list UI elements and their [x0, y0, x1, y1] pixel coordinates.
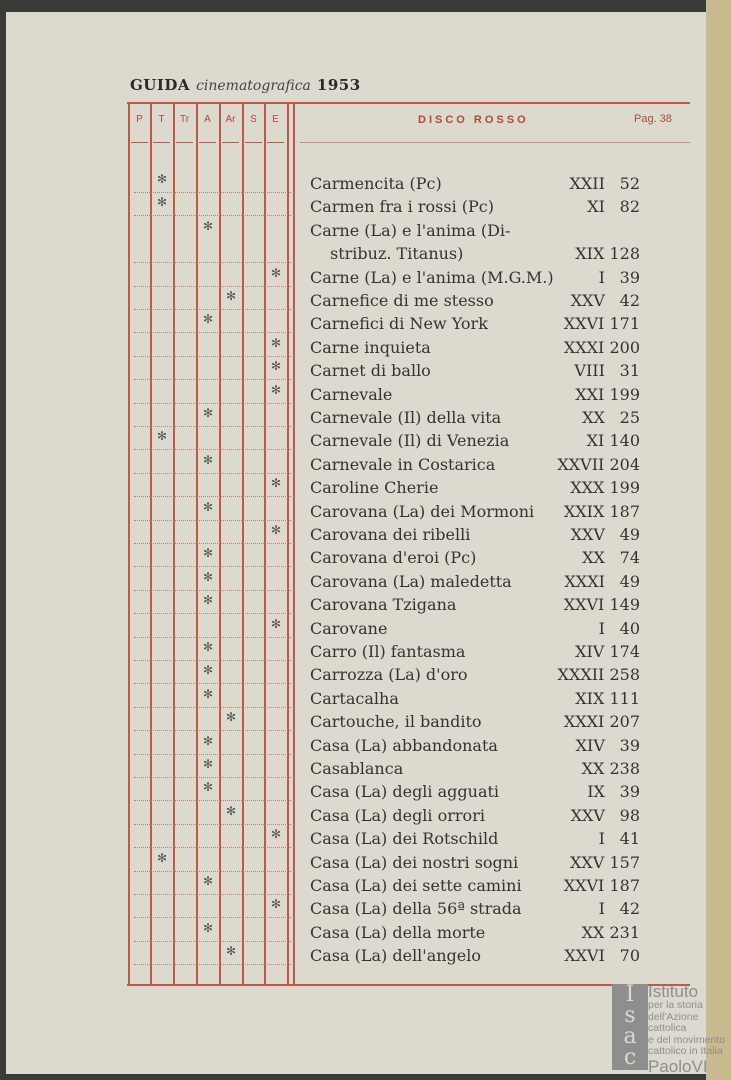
film-title: Casa (La) abbandonata: [310, 735, 498, 755]
page-ref: 171: [609, 314, 640, 334]
film-title: Cartouche, il bandito: [310, 712, 482, 732]
list-item: [0, 525, 700, 548]
list-item: [0, 548, 700, 571]
row-dotted-line: [134, 332, 294, 333]
volume: XXV: [570, 852, 605, 872]
film-title: Carne (La) e l'anima (M.G.M.): [310, 267, 554, 287]
page-ref: 207: [609, 712, 640, 732]
watermark-line: Istituto: [648, 982, 699, 1001]
volume: I: [598, 267, 605, 287]
column-header: Tr: [179, 114, 190, 125]
list-item: [0, 803, 700, 829]
reference: [564, 876, 640, 895]
reference: [571, 291, 640, 310]
row-dotted-line: [134, 520, 294, 521]
page-ref: 258: [609, 665, 640, 685]
row-dotted-line: [134, 847, 294, 848]
row-dotted-line: [134, 871, 294, 872]
list-item: [0, 335, 700, 361]
film-title: Casa (La) della morte: [310, 922, 486, 942]
header-underline: [176, 142, 193, 143]
asterisk-icon: ✻: [203, 499, 214, 514]
asterisk-icon: ✻: [271, 265, 282, 280]
volume: XXVI: [563, 876, 605, 895]
reference: [564, 595, 640, 614]
volume: XXII: [569, 174, 605, 193]
page-ref: 39: [619, 782, 640, 802]
page-ref: 187: [609, 876, 640, 895]
volume: XXX: [570, 478, 605, 498]
watermark-line: PaoloVI: [648, 1056, 708, 1076]
volume: XI: [587, 197, 605, 217]
page-ref: 42: [619, 899, 640, 919]
list-item: [0, 686, 700, 712]
header-underline: [131, 142, 148, 143]
year: 1953: [316, 76, 361, 94]
list-item: [0, 782, 700, 805]
reference: [575, 244, 640, 263]
reference: [587, 197, 640, 216]
section-title: DISCO ROSSO: [418, 114, 529, 126]
page-ref: 199: [609, 478, 640, 498]
page-edge: [706, 0, 731, 1080]
reference: [575, 689, 640, 708]
column-header: P: [136, 114, 143, 125]
list-item: [0, 265, 700, 291]
volume: XIV: [575, 642, 605, 661]
volume: I: [598, 899, 605, 919]
row-dotted-line: [134, 730, 294, 731]
row-dotted-line: [134, 262, 294, 263]
page-ref: 42: [619, 291, 640, 310]
asterisk-icon: ✻: [203, 312, 214, 327]
page-ref: 49: [619, 571, 640, 591]
row-dotted-line: [134, 379, 294, 380]
reference: [571, 806, 640, 825]
page-ref: 149: [609, 595, 640, 615]
asterisk-icon: ✻: [271, 382, 282, 397]
list-item: [0, 733, 700, 759]
volume: XIX: [575, 244, 605, 264]
row-dotted-line: [134, 215, 294, 216]
reference: [599, 899, 640, 918]
film-title-continued: stribuz. Titanus): [330, 244, 464, 264]
page-ref: 41: [619, 829, 640, 849]
list-item: [0, 876, 700, 899]
list-item: [0, 499, 700, 525]
film-title: Carnevale: [310, 384, 393, 404]
reference: [564, 314, 640, 333]
list-item: [0, 850, 700, 876]
row-dotted-line: [134, 309, 294, 310]
asterisk-icon: ✻: [203, 546, 214, 561]
reference: [574, 361, 640, 380]
row-dotted-line: [134, 426, 294, 427]
film-title: Carmencita (Pc): [310, 174, 442, 193]
reference: [599, 268, 640, 287]
page-ref: 200: [609, 337, 640, 357]
asterisk-icon: ✻: [203, 452, 214, 467]
row-dotted-line: [134, 660, 294, 661]
subtitle: cinematografica: [196, 78, 311, 94]
film-title: Carovana dei ribelli: [310, 525, 471, 544]
list-item: [0, 361, 700, 384]
reference: [564, 338, 640, 357]
asterisk-icon: ✻: [271, 616, 282, 631]
reference: [570, 853, 640, 872]
row-dotted-line: [134, 941, 294, 942]
asterisk-icon: ✻: [226, 803, 237, 818]
asterisk-icon: ✻: [203, 874, 214, 888]
page-ref: 174: [609, 642, 640, 661]
volume: XXV: [570, 805, 605, 825]
reference: [582, 759, 640, 778]
volume: XXVII: [557, 454, 605, 474]
list-item: [0, 569, 700, 595]
film-title: Caroline Cherie: [310, 478, 439, 498]
list-item: [0, 197, 700, 220]
film-title: Casa (La) della 56ª strada: [310, 899, 522, 919]
film-title: Carnefici di New York: [310, 314, 488, 334]
header-underline: [267, 142, 284, 143]
row-dotted-line: [134, 590, 294, 591]
header-underline: [222, 142, 239, 143]
row-dotted-line: [134, 754, 294, 755]
film-title: Carne inquieta: [310, 337, 431, 357]
reference: [576, 736, 640, 755]
reference: [582, 548, 640, 567]
asterisk-icon: ✻: [157, 850, 168, 865]
running-header: [130, 76, 361, 94]
asterisk-icon: ✻: [203, 663, 214, 678]
reference: [575, 385, 640, 404]
bottom-rule: [127, 984, 690, 986]
list-item: [0, 431, 700, 454]
guida-label: GUIDA: [130, 76, 191, 94]
asterisk-icon: ✻: [271, 359, 282, 374]
row-dotted-line: [134, 403, 294, 404]
page-ref: 31: [619, 361, 640, 381]
volume: IX: [587, 782, 605, 802]
page-ref: 238: [609, 759, 640, 778]
asterisk-icon: ✻: [203, 569, 214, 584]
volume: XX: [582, 548, 605, 568]
watermark-line: e del movimento: [648, 1033, 726, 1046]
volume: XXI: [575, 384, 605, 404]
asterisk-icon: ✻: [226, 710, 237, 725]
page-ref: 231: [609, 922, 640, 942]
reference: [582, 408, 640, 427]
page-ref: 111: [609, 688, 640, 708]
volume: XI: [586, 431, 605, 451]
reference: [599, 829, 640, 848]
row-dotted-line: [134, 800, 294, 801]
page-ref: 204: [609, 454, 640, 474]
page-number: Pag. 38: [634, 113, 672, 125]
asterisk-icon: ✻: [203, 733, 214, 748]
page-ref: 98: [619, 805, 640, 825]
volume: XIV: [575, 735, 605, 755]
film-title: Cartacalha: [310, 688, 399, 708]
watermark-line: cattolico in Italia: [648, 1045, 723, 1057]
volume: XXVI: [563, 595, 605, 615]
reference: [564, 712, 640, 731]
page-ref: 25: [619, 408, 640, 427]
header-underline: [199, 142, 216, 143]
list-item: [0, 478, 700, 501]
row-dotted-line: [134, 496, 294, 497]
row-dotted-line: [134, 566, 294, 567]
list-item: [0, 829, 700, 852]
row-dotted-line: [134, 777, 294, 778]
asterisk-icon: ✻: [203, 780, 214, 795]
volume: XX: [581, 759, 605, 778]
list-item: [0, 920, 700, 946]
page-ref: 74: [619, 548, 640, 568]
top-rule: [127, 102, 690, 104]
page-ref: 187: [609, 501, 640, 521]
row-dotted-line: [134, 964, 294, 965]
page-ref: 39: [619, 267, 640, 287]
header-underline: [245, 142, 262, 143]
reference: [587, 431, 640, 450]
page-ref: 52: [619, 174, 640, 193]
film-title: Casa (La) dei nostri sogni: [310, 852, 519, 872]
row-dotted-line: [134, 824, 294, 825]
film-title: Carovana (La) dei Mormoni: [310, 501, 535, 521]
asterisk-icon: ✻: [271, 335, 282, 350]
asterisk-icon: ✻: [203, 218, 214, 233]
row-dotted-line: [134, 894, 294, 895]
watermark-line: per la storia: [648, 999, 703, 1011]
column-header: Ar: [225, 114, 236, 125]
volume: XXIX: [563, 501, 605, 521]
asterisk-icon: ✻: [226, 289, 237, 303]
volume: XXV: [570, 291, 605, 310]
film-title: Carrozza (La) d'oro: [310, 665, 468, 685]
reference: [587, 782, 640, 801]
volume: XXVI: [563, 314, 605, 334]
asterisk-icon: ✻: [203, 686, 214, 701]
film-title: Carmen fra i rossi (Pc): [310, 197, 494, 217]
film-title: Carnet di ballo: [310, 361, 431, 381]
row-dotted-line: [134, 917, 294, 918]
page-ref: 70: [619, 946, 640, 966]
asterisk-icon: ✻: [157, 195, 168, 210]
page-ref: 40: [619, 618, 640, 638]
film-title: Casa (La) degli agguati: [310, 782, 500, 802]
page-ref: 82: [619, 197, 640, 217]
watermark-text: [648, 983, 731, 1075]
list-item: [0, 712, 700, 735]
reference: [571, 525, 640, 544]
reference: [569, 174, 640, 193]
row-dotted-line: [134, 286, 294, 287]
asterisk-icon: ✻: [271, 897, 282, 912]
column-header: S: [250, 114, 257, 125]
row-dotted-line: [134, 543, 294, 544]
reference: [599, 619, 640, 638]
list-item: [0, 899, 700, 922]
film-title: Carovana d'eroi (Pc): [310, 548, 477, 568]
page-ref: 39: [619, 735, 640, 755]
volume: XIX: [575, 688, 605, 708]
film-title: Casa (La) dei Rotschild: [310, 829, 499, 849]
volume: I: [598, 618, 605, 638]
volume: XXXII: [557, 665, 605, 685]
volume: XX: [582, 408, 605, 427]
list-item: [0, 452, 700, 478]
list-item: [0, 642, 700, 665]
list-item: [0, 218, 700, 244]
reference: [564, 502, 640, 521]
column-header: T: [158, 114, 165, 125]
list-item-continued: [0, 244, 700, 267]
reference: [570, 478, 640, 497]
row-dotted-line: [134, 637, 294, 638]
page-ref: 128: [609, 244, 640, 264]
film-title: Casa (La) degli orrori: [310, 805, 485, 825]
volume: XXXI: [563, 337, 605, 357]
asterisk-icon: ✻: [203, 757, 214, 771]
row-dotted-line: [134, 613, 294, 614]
column-header: A: [204, 114, 211, 125]
volume: XXVI: [564, 946, 605, 966]
asterisk-icon: ✻: [203, 920, 214, 935]
asterisk-icon: ✻: [271, 476, 282, 491]
row-dotted-line: [134, 707, 294, 708]
film-title: Carro (Il) fantasma: [310, 642, 466, 661]
page-ref: 140: [609, 431, 640, 451]
list-item: [0, 946, 700, 969]
film-title: Carnefice di me stesso: [310, 291, 494, 310]
watermark-line: dell'Azione cattolica: [648, 1010, 699, 1034]
list-item: [0, 174, 700, 197]
isacem-logo: I s a c: [612, 984, 648, 1070]
asterisk-icon: ✻: [203, 593, 214, 608]
list-item: [0, 291, 700, 314]
list-item: [0, 314, 700, 337]
reference: [575, 642, 640, 661]
list-item: [0, 616, 700, 642]
page-ref: 199: [609, 384, 640, 404]
film-title: Carovana (La) maledetta: [310, 571, 512, 591]
reference: [582, 923, 640, 942]
volume: XXXI: [563, 712, 605, 732]
page-ref: 49: [619, 525, 640, 544]
page-ref: 157: [609, 852, 640, 872]
reference: [557, 455, 640, 474]
film-title: Casablanca: [310, 759, 404, 778]
asterisk-icon: ✻: [203, 406, 214, 420]
asterisk-icon: ✻: [203, 640, 214, 654]
volume: VIII: [574, 361, 605, 381]
list-item: [0, 382, 700, 408]
volume: XXV: [570, 525, 605, 544]
title-rule: [300, 142, 690, 143]
film-title: Carnevale (Il) della vita: [310, 408, 502, 427]
volume: XXXI: [564, 571, 605, 591]
asterisk-icon: ✻: [226, 944, 237, 959]
list-item: [0, 408, 700, 431]
film-title: Carovana Tzigana: [310, 595, 457, 615]
row-dotted-line: [134, 356, 294, 357]
film-title: Carnevale in Costarica: [310, 454, 496, 474]
row-dotted-line: [134, 192, 294, 193]
volume: XX: [581, 922, 605, 942]
film-title: Casa (La) dell'angelo: [310, 946, 481, 966]
row-dotted-line: [134, 449, 294, 450]
row-dotted-line: [134, 473, 294, 474]
asterisk-icon: ✻: [271, 523, 282, 537]
film-title: Casa (La) dei sette camini: [310, 876, 522, 895]
film-title: Carne (La) e l'anima (Di-: [310, 220, 511, 240]
asterisk-icon: ✻: [157, 172, 168, 186]
row-dotted-line: [134, 683, 294, 684]
header-underline: [153, 142, 170, 143]
column-header: E: [272, 114, 279, 125]
volume: I: [598, 829, 605, 849]
list-item: [0, 759, 700, 782]
asterisk-icon: ✻: [271, 827, 282, 842]
film-title: Carovane: [310, 618, 388, 638]
reference: [564, 946, 640, 965]
film-title: Carnevale (Il) di Venezia: [310, 431, 510, 451]
list-item: [0, 665, 700, 688]
list-item: [0, 595, 700, 618]
reference: [558, 665, 640, 684]
asterisk-icon: ✻: [157, 429, 168, 444]
reference: [564, 572, 640, 591]
